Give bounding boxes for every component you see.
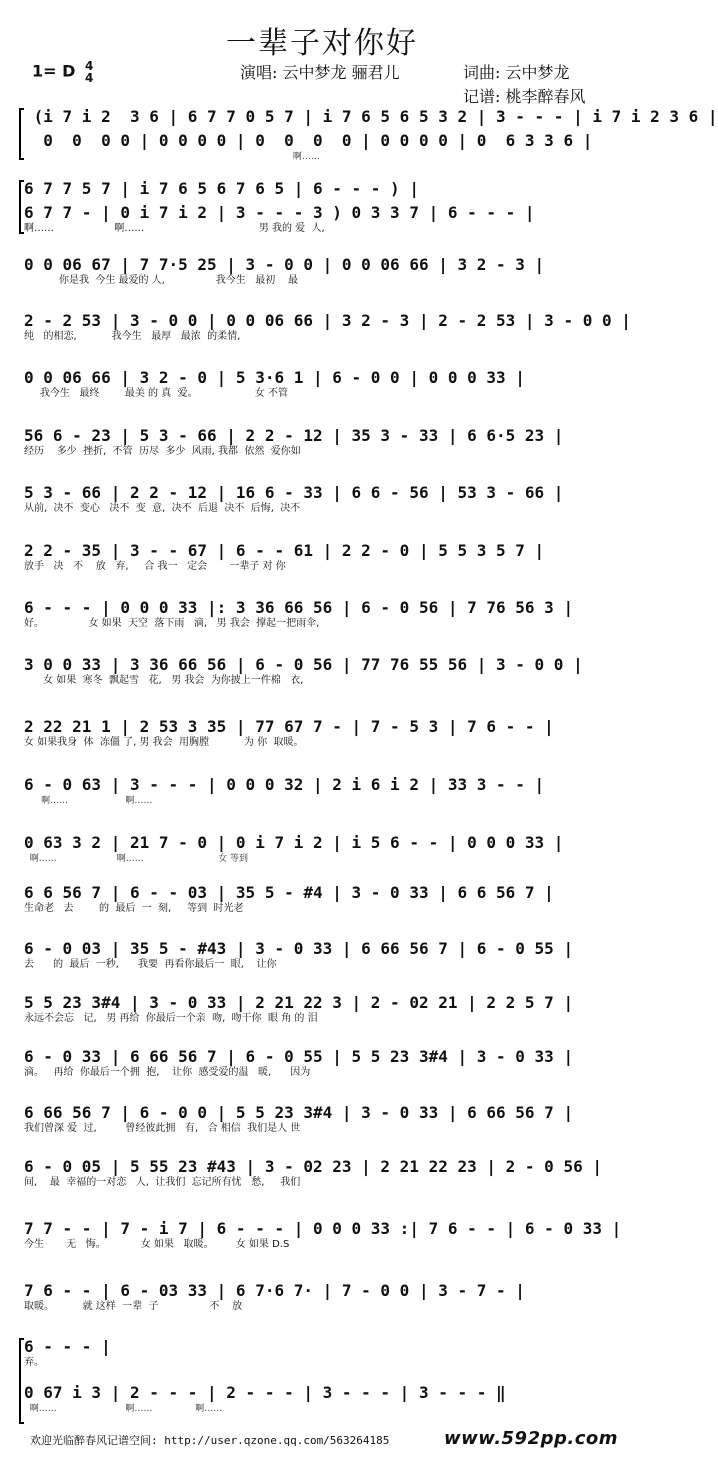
score-line: 0 0 0 0 | 0 0 0 0 | 0 0 0 0 | 0 0 0 0 | 0 6 3 3 6 |: [24, 131, 593, 150]
score-line-15: [24, 1048, 622, 1080]
notation-row: 5 3 - 66 | 2 2 - 12 | 16 6 - 33 | 6 6 - 56 | 53 3 - 66 |: [24, 483, 564, 502]
score-line-13: [24, 940, 622, 972]
notation-row: 0 0 06 66 | 3 2 - 0 | 5 3·6 1 | 6 - 0 0 | 0 0 0 33 |: [24, 368, 525, 387]
lyric-row: 取暖。 就 这样 一辈 子 不 放: [24, 1301, 243, 1312]
notation-row: 5 5 23 3#4 | 3 - 0 33 | 2 21 22 3 | 2 - 02 21 | 2 2 5 7 |: [24, 993, 574, 1012]
key-label: 1= D: [32, 61, 76, 81]
score-line-10: [24, 776, 622, 808]
song-title: 一辈子对你好: [226, 26, 418, 61]
score-line-18: [24, 1220, 622, 1252]
notation-row: 56 6 - 23 | 5 3 - 66 | 2 2 - 12 | 35 3 - 33 | 6 6·5 23 |: [24, 426, 564, 445]
score-line: 6 7 7 - | 0 i 7 i 2 | 3 - - - 3 ) 0 3 3 7 | 6 - - - |: [24, 203, 535, 222]
intro-system-2: [24, 180, 622, 236]
score-line-12: [24, 884, 622, 916]
lyric-row: 女 如果我身 体 冻僵 了, 男 我会 用胸膛 为 你 取暖。: [24, 737, 304, 748]
singers-credit: 演唱: 云中梦龙 骊君儿: [240, 63, 400, 82]
score-line-1: [24, 256, 622, 288]
score-line-2: [24, 311, 631, 344]
notation-row: 2 - 2 53 | 3 - 0 0 | 0 0 06 66 | 3 2 - 3 | 2 - 2 53 | 3 - 0 0 |: [24, 311, 631, 330]
lyric-row: 我们曾深 爱 过, 曾经彼此拥 有, 合 相信 我们是人 世: [24, 1123, 301, 1134]
lyric-row: 我今生 最终 最美 的 真 爱。 女 不管: [24, 388, 288, 399]
lyric-line: 啊…… 啊…… 男 我的 爱 人,: [24, 223, 325, 234]
key-signature: [32, 60, 93, 84]
lyric-row: 纯 的相恋, 我今生 最厚 最浓 的柔情,: [24, 331, 241, 342]
lyric-row: 从前, 决不 变心 决不 变 意, 决不 后退 决不 后悔, 决不: [24, 503, 301, 514]
lyric-row: 经历 多少 挫折, 不管 历尽 多少 风雨, 我都 依然 爱你如: [24, 446, 301, 457]
notation-row: 7 6 - - | 6 - 03 33 | 6 7·6 7· | 7 - 0 0 | 3 - 7 - |: [24, 1281, 525, 1300]
lyric-row: 滴。 再给 你最后一个拥 抱, 让你 感受爱的温 暖, 因为: [24, 1067, 311, 1078]
score-line-4: [24, 427, 622, 459]
composer-credit: 词曲: 云中梦龙: [463, 63, 570, 82]
notation-row: 6 66 56 7 | 6 - 0 0 | 5 5 23 3#4 | 3 - 0 33 | 6 66 56 7 |: [24, 1103, 574, 1122]
notation-row: 6 - 0 33 | 6 66 56 7 | 6 - 0 55 | 5 5 23 3#4 | 3 - 0 33 |: [24, 1047, 574, 1066]
score-line-3: [24, 369, 622, 401]
time-bottom: 4: [84, 71, 94, 85]
notation-row: 6 - 0 05 | 5 55 23 #43 | 3 - 02 23 | 2 21 22 23 | 2 - 0 56 |: [24, 1157, 602, 1176]
lyric-row: 今生 无 悔。 女 如果 取暖。 女 如果 D.S: [24, 1239, 290, 1250]
notation-row: 2 2 - 35 | 3 - - 67 | 6 - - 61 | 2 2 - 0 | 5 5 3 5 7 |: [24, 541, 545, 560]
score-line-14: [24, 994, 622, 1026]
intro-system-1: [24, 107, 718, 164]
transcriber-credit: 记谱: 桃李醉春风: [463, 87, 586, 106]
score-line: (i 7 i 2 3 6 | 6 7 7 0 5 7 | i 7 6 5 6 5 3 2 | 3 - - - | i 7 i 2 3 6 |: [24, 107, 718, 126]
score-line-9: [24, 718, 622, 750]
notation-row: 0 0 06 67 | 7 7·5 25 | 3 - 0 0 | 0 0 06 66 | 3 2 - 3 |: [24, 255, 545, 274]
lyric-line: 啊……: [24, 152, 320, 162]
lyric-row: 去 的 最后 一秒, 我要 再看你最后一 眼, 让你: [24, 959, 277, 970]
notation-row: 6 - 0 03 | 35 5 - #43 | 3 - 0 33 | 6 66 56 7 | 6 - 0 55 |: [24, 939, 574, 958]
lyric-row: 放手 决 不 放 弃, 合 我一 定会 一辈子 对 你: [24, 561, 286, 572]
score-line-7: [24, 599, 622, 631]
score-line-17: [24, 1158, 622, 1190]
site-watermark: www.592pp.com: [443, 1428, 618, 1449]
lyric-row: 女 如果 寒冬 飘起雪 花, 男 我会 为你披上一件棉 衣,: [24, 675, 304, 686]
score-line-19: [24, 1282, 622, 1314]
score-line-8: [24, 656, 622, 688]
footer-text: 欢迎光临醉春风记谱空间: http://user.qzone.qq.com/563264185: [30, 1434, 390, 1447]
score-line-16: [24, 1104, 622, 1136]
notation-row: 6 - 0 63 | 3 - - - | 0 0 0 32 | 2 i 6 i 2 | 33 3 - - |: [24, 775, 545, 794]
score-line-11: [24, 834, 622, 866]
score-line-6: [24, 542, 622, 574]
coda-bottom-row: 0 67 i 3 | 2 - - - | 2 - - - | 3 - - - | 3 - - - ‖: [24, 1383, 506, 1402]
score-line-5: [24, 484, 622, 516]
lyric-row: 啊…… 啊…… 女 等到: [24, 854, 249, 864]
notation-row: 0 63 3 2 | 21 7 - 0 | 0 i 7 i 2 | i 5 6 - - | 0 0 0 33 |: [24, 833, 564, 852]
coda-top-lyric: 弃。: [24, 1357, 44, 1368]
lyric-row: 好。 女 如果 天空 落下雨 滴, 男 我会 撑起一把雨伞,: [24, 618, 320, 629]
notation-row: 6 - - - | 0 0 0 33 |: 3 36 66 56 | 6 - 0 56 | 7 76 56 3 |: [24, 598, 574, 617]
time-signature: [85, 60, 93, 84]
lyric-row: 啊…… 啊……: [24, 796, 153, 806]
notation-row: 6 6 56 7 | 6 - - 03 | 35 5 - #4 | 3 - 0 33 | 6 6 56 7 |: [24, 883, 554, 902]
lyric-row: 生命老 去 的 最后 一 刻, 等到 时光老: [24, 903, 244, 914]
coda-system: [24, 1338, 622, 1416]
score-line: 6 7 7 5 7 | i 7 6 5 6 7 6 5 | 6 - - - ) |: [24, 179, 419, 198]
notation-row: 3 0 0 33 | 3 36 66 56 | 6 - 0 56 | 77 76 55 56 | 3 - 0 0 |: [24, 655, 583, 674]
lyric-row: 永远不会忘 记, 男 再给 你最后一个亲 吻, 吻干你 眼 角 的 泪: [24, 1013, 318, 1024]
notation-row: 2 22 21 1 | 2 53 3 35 | 77 67 7 - | 7 - 5 3 | 7 6 - - |: [24, 717, 554, 736]
coda-top-row: 6 - - - |: [24, 1337, 111, 1356]
time-top: 4: [84, 59, 94, 73]
lyric-row: 你是我 今生 最爱的 人, 我今生 最初 最: [24, 275, 298, 286]
coda-bottom-lyric: 啊…… 啊…… 啊……: [24, 1404, 223, 1414]
lyric-row: 间, 最 幸福的一对恋 人, 让我们 忘记所有忧 愁, 我们: [24, 1177, 301, 1188]
notation-row: 7 7 - - | 7 - i 7 | 6 - - - | 0 0 0 33 :| 7 6 - - | 6 - 0 33 |: [24, 1219, 622, 1238]
